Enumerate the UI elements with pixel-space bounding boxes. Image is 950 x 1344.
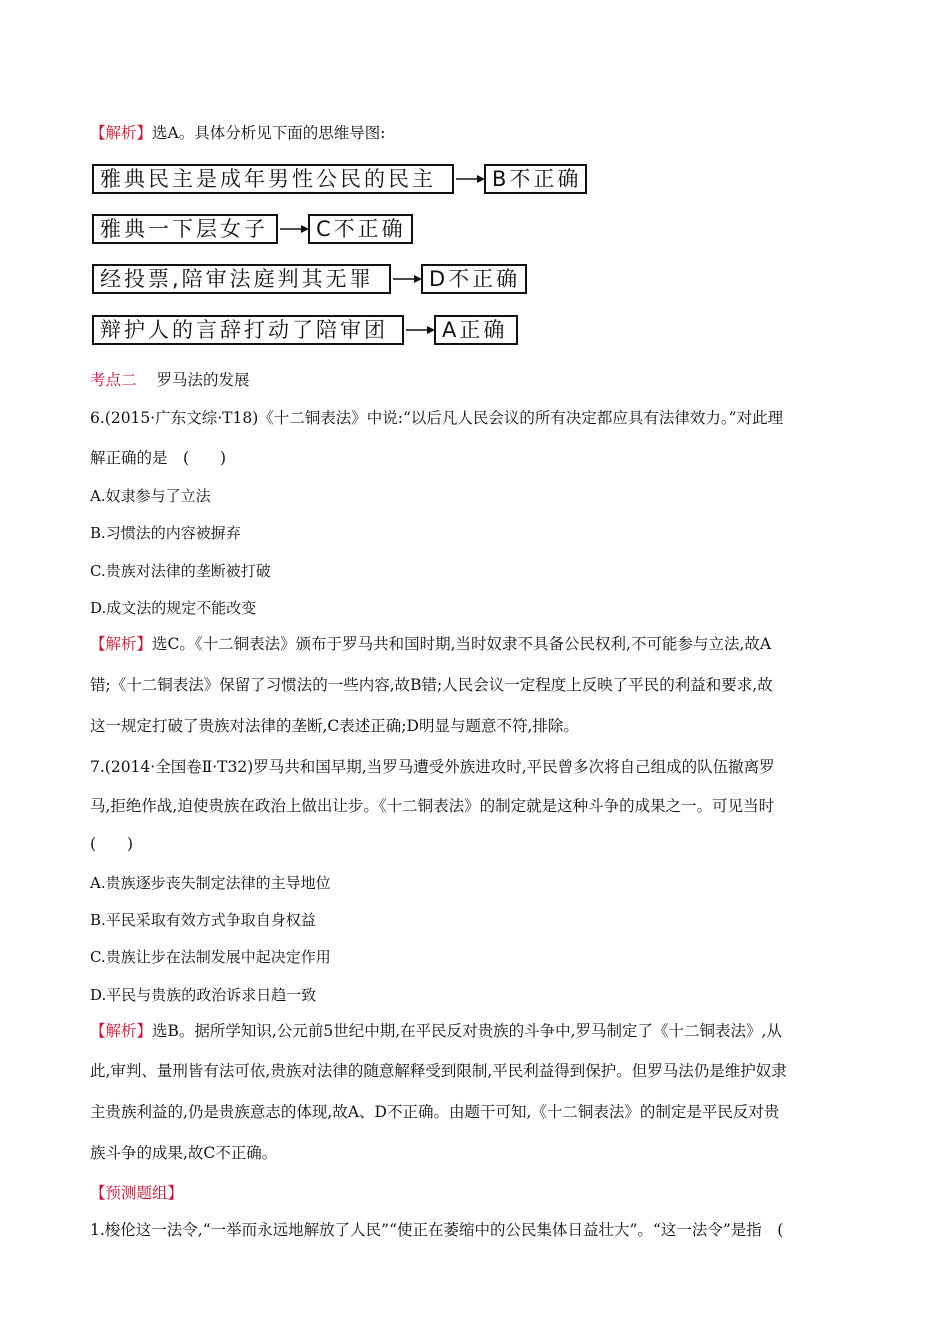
q7-stem-line-3: ( ): [90, 835, 134, 853]
q1-stem-line-1: 1.梭伦这一法令,“一举而永远地解放了人民”“使正在萎缩中的公民集体日益壮大”。“这一法令”是指 (: [90, 1221, 784, 1239]
intro-line: [90, 123, 385, 143]
q6-analysis-line-1: [90, 634, 771, 654]
prediction-label: 【预测题组】: [90, 1184, 184, 1202]
analysis-label: 【解析】: [90, 635, 153, 653]
q7-analysis-line-4: 族斗争的成果,故C不正确。: [90, 1144, 278, 1162]
arrow-icon: [405, 315, 435, 345]
q6-analysis-line-3: 这一规定打破了贵族对法律的垄断,C表述正确;D明显与题意不符,排除。: [90, 717, 579, 735]
q6-analysis-line-2: 错;《十二铜表法》保留了习惯法的一些内容,故B错;人民会议一定程度上反映了平民的利益和要求,故: [90, 676, 773, 694]
section-heading: [90, 370, 250, 390]
q7-option-c: C.贵族让步在法制发展中起决定作用: [90, 948, 331, 966]
mind-map-result-3: D不正确: [421, 264, 527, 294]
section-title: 罗马法的发展: [156, 371, 250, 389]
mind-map-cause-2: 雅典一下层女子: [92, 214, 278, 244]
arrow-icon: [279, 214, 309, 244]
q6-analysis-text: 选C。《十二铜表法》颁布于罗马共和国时期,当时奴隶不具备公民权利,不可能参与立法,故A: [152, 635, 772, 653]
mind-map-result-2: C不正确: [308, 214, 413, 244]
mind-map-result-1: B不正确: [484, 164, 587, 194]
q7-analysis-line-3: 主贵族利益的,仍是贵族意志的体现,故A、D不正确。由题干可知,《十二铜表法》的制定是平民反对贵: [90, 1103, 780, 1121]
mind-map-cause-4: 辩护人的言辞打动了陪审团: [92, 315, 404, 345]
section-label: 考点二: [90, 371, 137, 389]
q6-option-a: A.奴隶参与了立法: [90, 487, 211, 505]
q7-stem-line-2: 马,拒绝作战,迫使贵族在政治上做出让步。《十二铜表法》的制定就是这种斗争的成果之一。可见当时: [90, 797, 775, 815]
q6-option-b: B.习惯法的内容被摒弃: [90, 524, 241, 542]
q7-option-b: B.平民采取有效方式争取自身权益: [90, 911, 316, 929]
q6-option-c: C.贵族对法律的垄断被打破: [90, 562, 271, 580]
q6-stem-line-2: 解正确的是 ( ): [90, 449, 227, 467]
mind-map-cause-3: 经投票,陪审法庭判其无罪: [92, 264, 391, 294]
arrow-icon: [455, 164, 485, 194]
q7-option-a: A.贵族逐步丧失制定法律的主导地位: [90, 874, 331, 892]
q6-stem-line-1: 6.(2015·广东文综·T18)《十二铜表法》中说:“以后凡人民会议的所有决定都应具有法律效力。”对此理: [90, 409, 784, 427]
q7-analysis-line-2: 此,审判、量刑皆有法可依,贵族对法律的随意解释受到限制,平民利益得到保护。但罗马法仍是维护奴隶: [90, 1062, 787, 1080]
q7-stem-line-1: 7.(2014·全国卷Ⅱ·T32)罗马共和国早期,当罗马遭受外族进攻时,平民曾多次将自己组成的队伍撤离罗: [90, 758, 775, 776]
q7-analysis-text: 选B。据所学知识,公元前5世纪中期,在平民反对贵族的斗争中,罗马制定了《十二铜表法》,从: [152, 1022, 782, 1040]
mind-map-cause-1: 雅典民主是成年男性公民的民主: [92, 164, 454, 194]
q7-option-d: D.平民与贵族的政治诉求日趋一致: [90, 986, 317, 1004]
q6-option-d: D.成文法的规定不能改变: [90, 599, 257, 617]
analysis-label: 【解析】: [90, 1022, 153, 1040]
mind-map-result-4: A正确: [434, 315, 518, 345]
arrow-icon: [392, 264, 422, 294]
intro-text: 选A。具体分析见下面的思维导图:: [152, 124, 386, 142]
q7-analysis-line-1: [90, 1021, 782, 1041]
analysis-label: 【解析】: [90, 124, 153, 142]
